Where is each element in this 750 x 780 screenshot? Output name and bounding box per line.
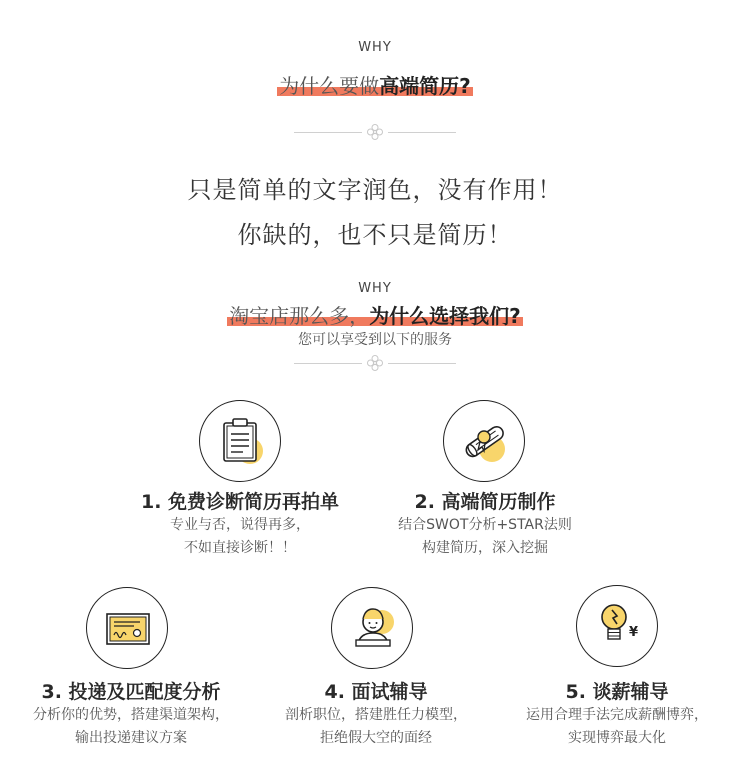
statement-line-1: 只是简单的文字润色，没有作用！ <box>187 176 563 204</box>
flower-ornament-icon <box>362 122 388 142</box>
service-2-desc-line-1: 结合SWOT分析+STAR法则 <box>398 517 572 533</box>
statement-line-2: 你缺的，也不只是简历！ <box>237 221 513 249</box>
headline-light-text: 淘宝店那么多， <box>229 304 370 328</box>
service-1-desc-line-1: 专业与否，说得再多， <box>170 517 310 533</box>
service-2-desc-line-2: 构建简历，深入挖掘 <box>422 540 548 556</box>
service-4-desc-line-2: 拒绝假大空的面经 <box>320 730 432 746</box>
headline-bold-text: 为什么选择我们? <box>369 304 521 328</box>
divider-2 <box>0 353 750 373</box>
clipboard-icon <box>199 400 281 482</box>
service-3-desc-line-2: 输出投递建议方案 <box>75 730 187 746</box>
service-4-desc-line-1: 剖析职位，搭建胜任力模型， <box>285 707 467 723</box>
service-5-desc-line-1: 运用合理手法完成薪酬博弈， <box>526 707 708 723</box>
service-3-desc-line-1: 分析你的优势，搭建渠道架构， <box>33 707 229 723</box>
section2-subtitle: 您可以享受到以下的服务 <box>298 332 452 348</box>
service-3-title: 3. 投递及匹配度分析 <box>41 681 221 703</box>
service-5-title: 5. 谈薪辅导 <box>565 681 669 703</box>
section2-headline <box>0 300 750 329</box>
why-label-1: WHY <box>358 40 392 55</box>
headline-bold-text: 高端简历? <box>379 74 471 98</box>
why-label-2: WHY <box>358 281 392 296</box>
svg-text:¥: ¥ <box>629 625 639 640</box>
interviewer-icon <box>331 587 413 669</box>
service-1-desc-line-2: 不如直接诊断！！ <box>184 540 296 556</box>
divider-1 <box>0 122 750 142</box>
service-4-title: 4. 面试辅导 <box>324 681 428 703</box>
certificate-icon <box>86 587 168 669</box>
service-2-title: 2. 高端简历制作 <box>414 491 556 513</box>
headline-light-text: 为什么要做 <box>279 74 380 98</box>
lightbulb-yuan-icon <box>576 585 658 667</box>
flower-ornament-icon <box>362 353 388 373</box>
diploma-scroll-icon <box>443 400 525 482</box>
section1-headline <box>0 70 750 99</box>
service-1-title: 1. 免费诊断简历再拍单 <box>140 491 340 513</box>
service-5-desc-line-2: 实现博弈最大化 <box>568 730 666 746</box>
